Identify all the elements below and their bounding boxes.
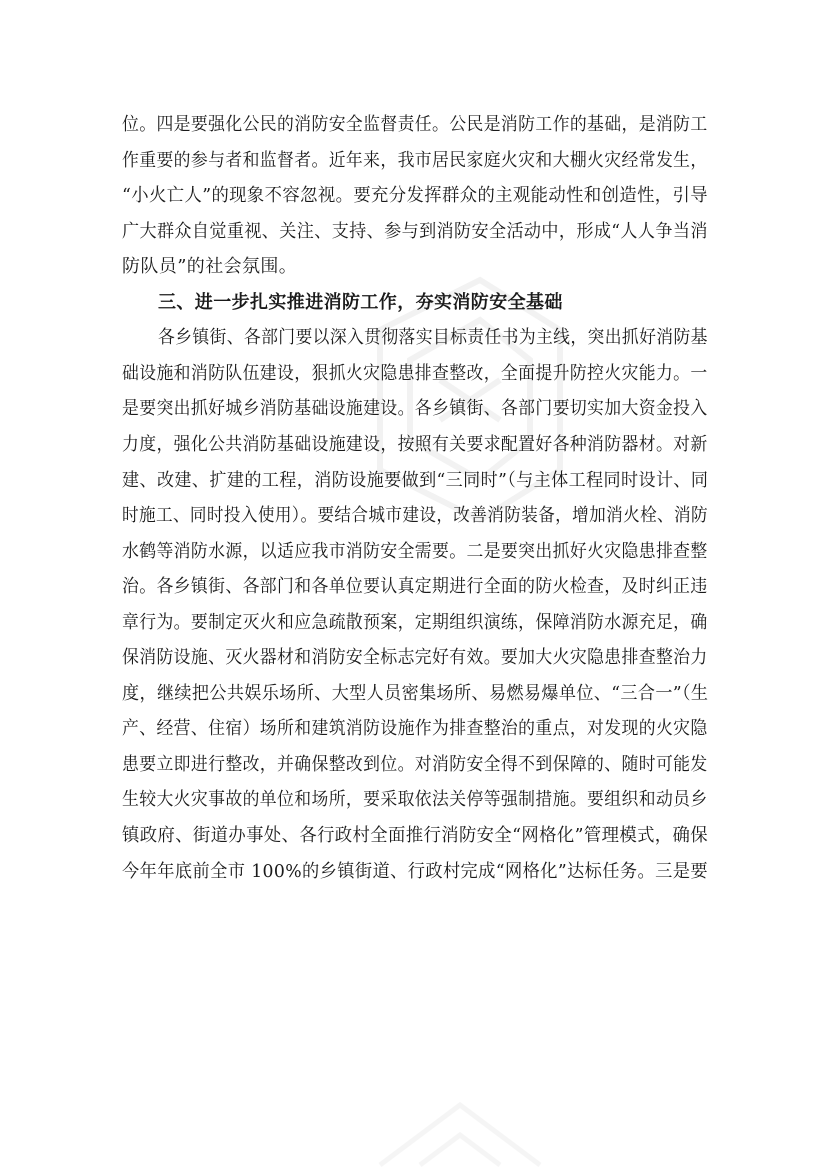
body-paragraph-line: “小火亡人”的现象不容忽视。要充分发挥群众的主观能动性和创造性，引导 <box>122 185 709 207</box>
body-paragraph-line: 力度，强化公共消防基础设施建设，按照有关要求配置好各种消防器材。对新 <box>122 433 708 455</box>
body-paragraph-line: 章行为。要制定灭火和应急疏散预案，定期组织演练，保障消防水源充足，确 <box>122 611 708 633</box>
body-paragraph-line: 是要突出抓好城乡消防基础设施建设。各乡镇街、各部门要切实加大资金投入 <box>122 398 708 420</box>
body-paragraph-line: 患要立即进行整改，并确保整改到位。对消防安全得不到保障的、随时可能发 <box>122 753 708 775</box>
body-paragraph-line: 各乡镇街、各部门要以深入贯彻落实目标责任书为主线，突出抓好消防基 <box>158 327 708 349</box>
body-paragraph-line: 保消防设施、灭火器材和消防安全标志完好有效。要加大火灾隐患排查整治力 <box>122 647 708 669</box>
body-paragraph-line: 时施工、同时投入使用）。要结合城市建设，改善消防装备，增加消火栓、消防 <box>122 505 708 527</box>
body-paragraph-line: 今年年底前全市 100%的乡镇街道、行政村完成“网格化”达标任务。三是要 <box>122 860 708 882</box>
body-paragraph-line: 广大群众自觉重视、关注、支持、参与到消防安全活动中，形成“人人争当消 <box>122 220 708 242</box>
section-heading: 三、进一步扎实推进消防工作，夯实消防安全基础 <box>158 291 563 313</box>
body-paragraph-line: 位。四是要强化公民的消防安全监督责任。公民是消防工作的基础，是消防工 <box>122 114 708 135</box>
body-paragraph-line: 度，继续把公共娱乐场所、大型人员密集场所、易燃易爆单位、“三合一”（生 <box>122 682 709 704</box>
watermark-graphic-bottom <box>360 1095 560 1175</box>
body-paragraph-line: 产、经营、住宿）场所和建筑消防设施作为排查整治的重点，对发现的火灾隐 <box>122 718 708 740</box>
body-paragraph-line: 防队员”的社会氛围。 <box>122 256 298 278</box>
body-paragraph-line: 治。各乡镇街、各部门和各单位要认真定期进行全面的防火检查，及时纠正违 <box>122 576 708 598</box>
body-paragraph-line: 作重要的参与者和监督者。近年来，我市居民家庭火灾和大棚火灾经常发生， <box>122 149 708 171</box>
body-paragraph-line: 镇政府、街道办事处、各行政村全面推行消防安全“网格化”管理模式，确保 <box>122 825 709 846</box>
body-paragraph-line: 建、改建、扩建的工程，消防设施要做到“三同时”（与主体工程同时设计、同 <box>122 469 709 491</box>
body-paragraph-line: 生较大火灾事故的单位和场所，要采取依法关停等强制措施。要组织和动员乡 <box>122 789 708 811</box>
body-paragraph-line: 水鹤等消防水源，以适应我市消防安全需要。二是要突出抓好火灾隐患排查整 <box>122 540 708 562</box>
body-paragraph-line: 础设施和消防队伍建设，狠抓火灾隐患排查整改，全面提升防控火灾能力。一 <box>122 362 708 384</box>
